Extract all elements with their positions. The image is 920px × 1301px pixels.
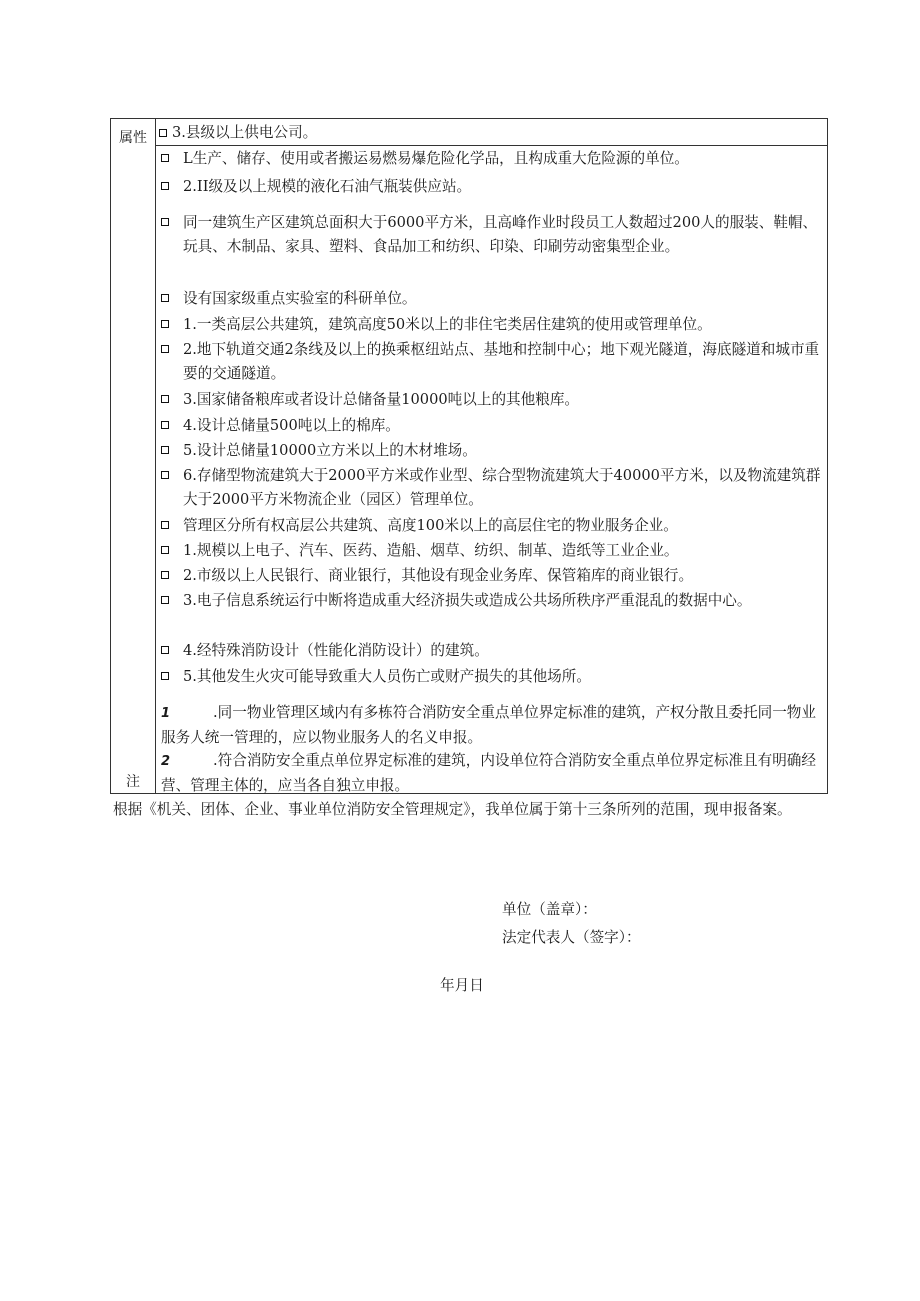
date-label: 年月日 (440, 977, 484, 994)
note-item (161, 749, 819, 798)
note-text: .同一物业管理区域内有多栋符合消防安全重点单位界定标准的建筑，产权分散且委托同一物业服务人统一管理的，应以物业服务人的名义申报。 (161, 704, 816, 746)
checkbox[interactable] (161, 182, 169, 190)
checkbox[interactable] (161, 446, 169, 454)
item-text: 2.市级以上人民银行、商业银行，其他设有现金业务库、保管箱库的商业银行。 (183, 567, 694, 584)
list-item (156, 119, 827, 146)
item-text: 2.II级及以上规模的液化石油气瓶装供应站。 (183, 178, 472, 195)
content-column (156, 119, 827, 793)
item-text: 6.存储型物流建筑大于2000平方米或作业型、综合型物流建筑大于40000平方米，以及物流建筑群大于2000平方米物流企业（园区）管理单位。 (183, 467, 821, 508)
checkbox[interactable] (161, 320, 169, 328)
legal-rep-signature-label: 法定代表人（签字）： (502, 929, 641, 946)
item-text: 5.其他发生火灾可能导致重大人员伤亡或财产损失的其他场所。 (183, 668, 591, 685)
note-number: 1 (161, 706, 171, 721)
note-item (161, 701, 819, 750)
form-table (110, 118, 828, 794)
item-text: 4.经特殊消防设计（性能化消防设计）的建筑。 (183, 642, 489, 659)
note-label: 注 (126, 774, 140, 790)
unit-seal-label: 单位（盖章）： (502, 901, 597, 918)
checkbox[interactable] (161, 345, 169, 353)
note-text: .符合消防安全重点单位界定标准的建筑，内设单位符合消防安全重点单位界定标准且有明确经营、管理主体的，应当各自独立申报。 (161, 752, 816, 794)
checkbox[interactable] (161, 646, 169, 654)
item-text: 设有国家级重点实验室的科研单位。 (183, 290, 417, 307)
checkbox[interactable] (161, 421, 169, 429)
item-text: 管理区分所有权高层公共建筑、高度100米以上的高层住宅的物业服务企业。 (183, 517, 678, 534)
checkbox[interactable] (161, 471, 169, 479)
item-text: 2.地下轨道交通2条线及以上的换乘枢纽站点、基地和控制中心；地下观光隧道，海底隧道和城市重要的交通隧道。 (183, 341, 820, 382)
checkbox[interactable] (161, 546, 169, 554)
note-number: 2 (161, 754, 171, 769)
checkbox[interactable] (159, 129, 167, 137)
checkbox[interactable] (161, 571, 169, 579)
checkbox[interactable] (161, 154, 169, 162)
item-text: 同一建筑生产区建筑总面积大于6000平方米，且高峰作业时段员工人数超过200人的服装、鞋帽、玩具、木制品、家具、塑料、食品加工和纺织、印染、印刷劳动密集型企业。 (183, 214, 818, 255)
item-text: L生产、储存、使用或者搬运易燃易爆危险化学品，且构成重大危险源的单位。 (183, 150, 689, 167)
item-text: 3.县级以上供电公司。 (172, 124, 318, 141)
item-text: 4.设计总储量500吨以上的棉库。 (183, 417, 400, 434)
item-text: 1.规模以上电子、汽车、医药、造船、烟草、纺织、制革、造纸等工业企业。 (183, 542, 679, 559)
item-text: 3.电子信息系统运行中断将造成重大经济损失或造成公共场所秩序严重混乱的数据中心。 (183, 592, 752, 609)
checkbox[interactable] (161, 218, 169, 226)
checkbox[interactable] (161, 596, 169, 604)
label-column (111, 119, 156, 793)
item-text: 3.国家储备粮库或者设计总储备量10000吨以上的其他粮库。 (183, 391, 580, 408)
item-text: 5.设计总储量10000立方米以上的木材堆场。 (183, 442, 477, 459)
item-text: 1.一类高层公共建筑，建筑高度50米以上的非住宅类居住建筑的使用或管理单位。 (183, 316, 712, 333)
checkbox[interactable] (161, 294, 169, 302)
statement-paragraph: 根据《机关、团体、企业、事业单位消防安全管理规定》，我单位属于第十三条所列的范围，现申报备案。 (113, 801, 792, 818)
checkbox[interactable] (161, 395, 169, 403)
checkbox[interactable] (161, 521, 169, 529)
attribute-label: 属性 (119, 130, 147, 146)
checkbox[interactable] (161, 672, 169, 680)
